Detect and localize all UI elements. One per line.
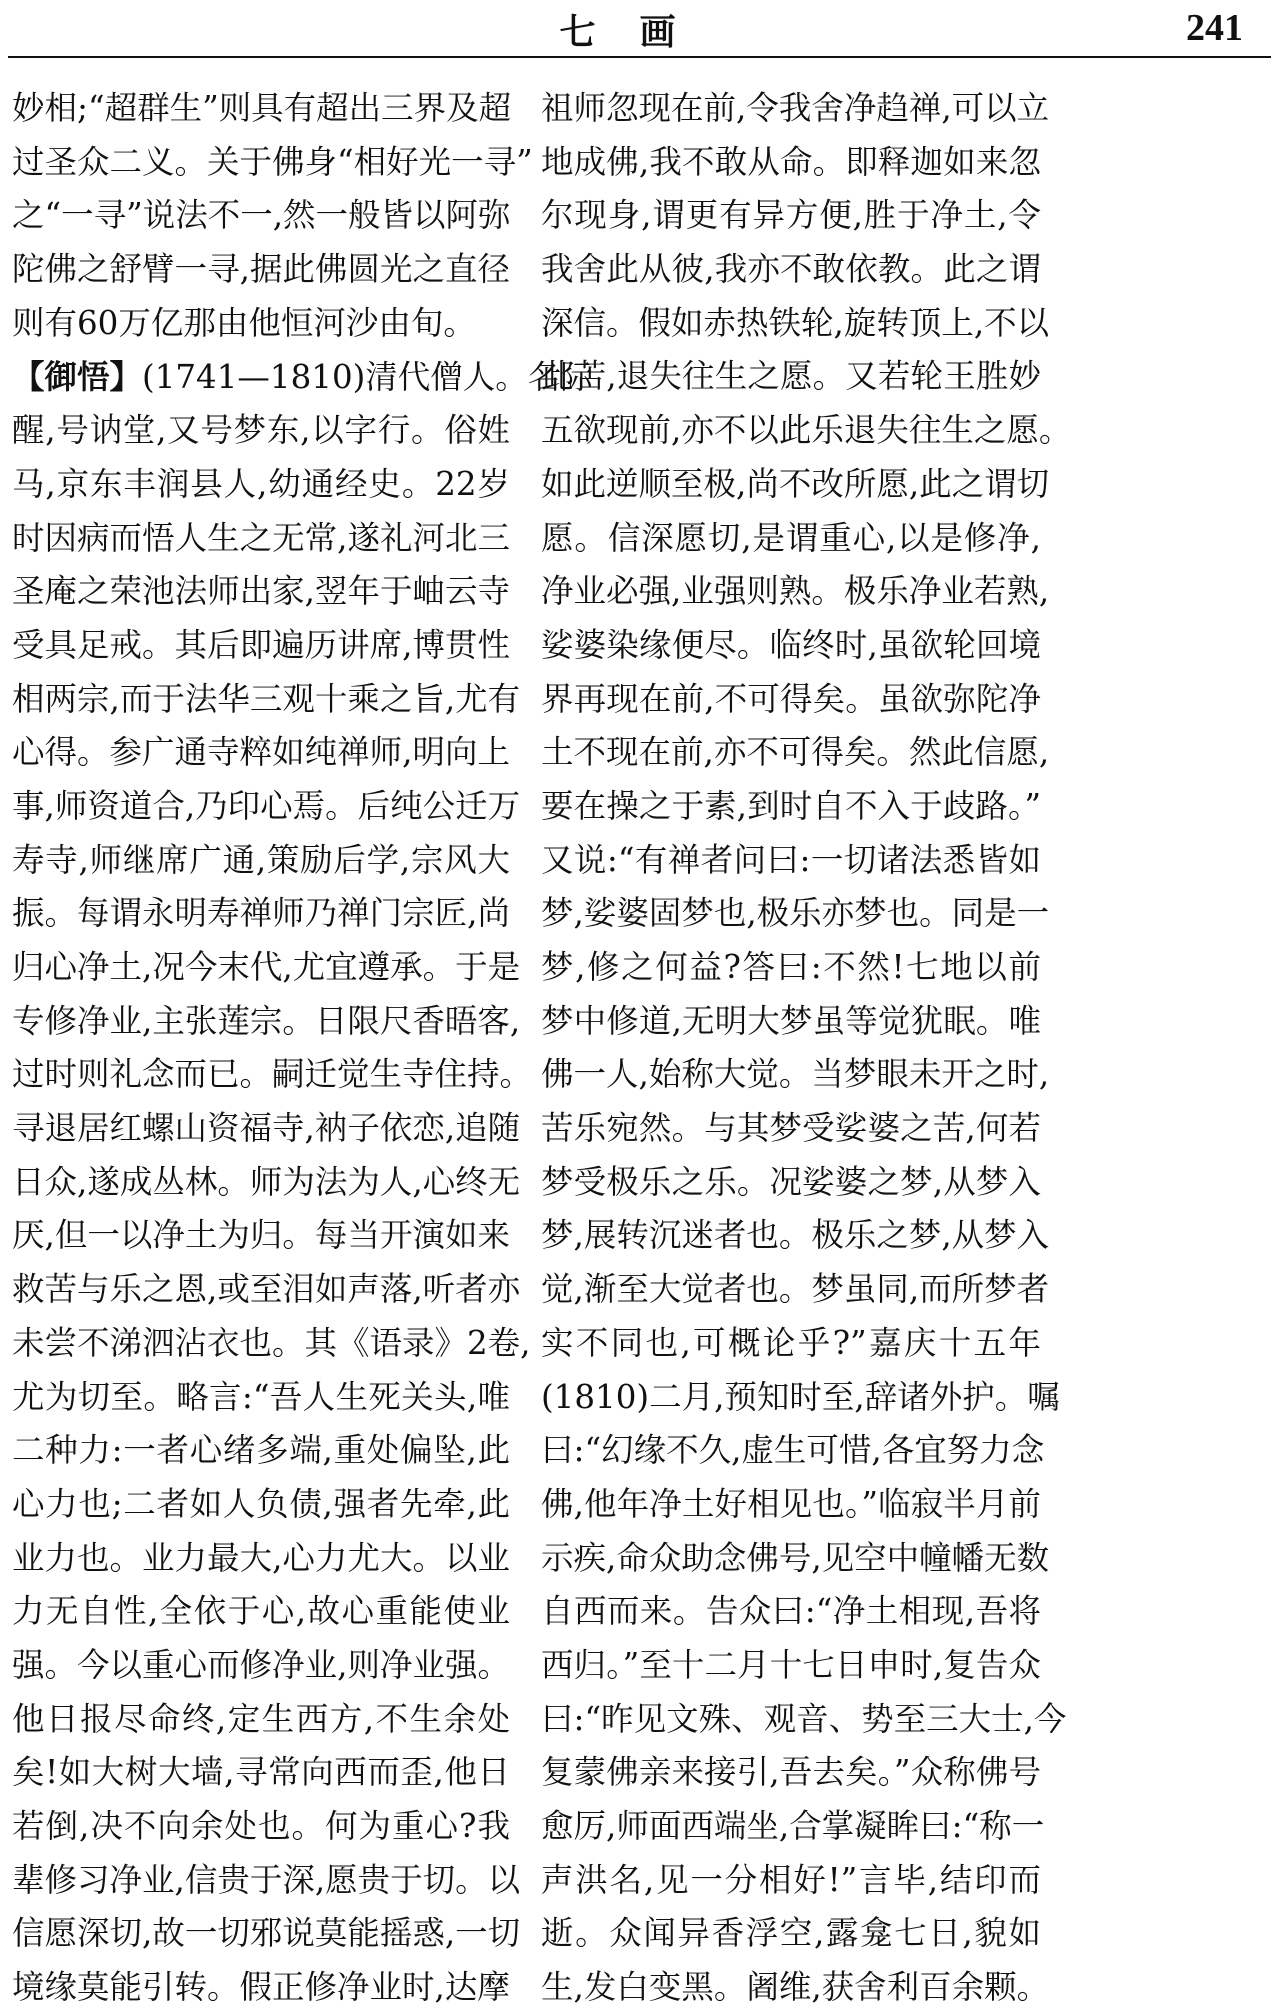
text-line: 深信。假如赤热铁轮,旋转顶上,不以 xyxy=(541,303,1050,342)
text-line: 净业必强,业强则熟。极乐净业若熟, xyxy=(541,572,1050,611)
text-line: 梦中修道,无明大梦虽等觉犹眠。唯 xyxy=(541,1001,1041,1040)
text-line: 梦,娑婆固梦也,极乐亦梦也。同是一 xyxy=(541,894,1050,933)
text-line: 专修净业,主张莲宗。日限尺香晤客, xyxy=(12,1001,521,1040)
text-line: 振。每谓永明寿禅师乃禅门宗匠,尚 xyxy=(12,894,510,933)
text-line: 土不现在前,亦不可得矣。然此信愿, xyxy=(541,733,1050,772)
text-line: 心力也;二者如人负债,强者先牵,此 xyxy=(12,1484,510,1523)
text-line: 过时则礼念而已。嗣迁觉生寺住持。 xyxy=(12,1055,533,1094)
text-line: 曰:“昨见文殊、观音、势至三大士,今 xyxy=(541,1699,1067,1738)
text-line: 五欲现前,亦不以此乐退失往生之愿。 xyxy=(541,411,1072,450)
header-rule xyxy=(8,56,1271,58)
text-line: 马,京东丰润县人,幼通经史。22岁 xyxy=(12,464,510,503)
text-line: 若倒,决不向余处也。何为重心?我 xyxy=(12,1807,510,1845)
text-line: 辈修习净业,信贵于深,愿贵于切。以 xyxy=(12,1860,521,1899)
text-line: 醒,号讷堂,又号梦东,以字行。俗姓 xyxy=(12,411,510,450)
text-line: 祖师忽现在前,令我舍净趋禅,可以立 xyxy=(541,89,1050,127)
text-line: 界再现在前,不可得矣。虽欲弥陀净 xyxy=(541,679,1041,718)
text-line: 【御悟】(1741—1810)清代僧人。名际 xyxy=(12,357,593,397)
text-line: 觉,渐至大觉者也。梦虽同,而所梦者 xyxy=(541,1270,1050,1309)
text-line: 寻退居红螺山资福寺,衲子依恋,追随 xyxy=(12,1109,521,1148)
text-line: 境缘莫能引转。假正修净业时,达摩 xyxy=(12,1968,510,2007)
text-line: 矣!如大树大墙,寻常向西而歪,他日 xyxy=(12,1753,510,1792)
text-line: 二种力:一者心绪多端,重处偏坠,此 xyxy=(12,1431,510,1470)
page-header xyxy=(0,0,1279,62)
text-line: 妙相;“超群生”则具有超出三界及超 xyxy=(12,89,512,127)
text-line: 过圣众二义。关于佛身“相好光一寻” xyxy=(12,142,533,181)
text-line: 娑婆染缘便尽。临终时,虽欲轮回境 xyxy=(541,625,1041,664)
text-line: 寿寺,师继席广通,策励后学,宗风大 xyxy=(12,840,510,879)
entry-headword: 【御悟】 xyxy=(12,357,143,397)
text-line: 圣庵之荣池法师出家,翌年于岫云寺 xyxy=(12,572,510,611)
text-line: 尔现身,谓更有异方便,胜于净土,令 xyxy=(541,196,1041,235)
text-line: 强。今以重心而修净业,则净业强。 xyxy=(12,1645,510,1684)
text-line: 佛,他年净土好相见也。”临寂半月前 xyxy=(541,1484,1041,1523)
text-line: 则有60万亿那由他恒河沙由旬。 xyxy=(12,303,476,342)
text-line: 他日报尽命终,定生西方,不生余处 xyxy=(12,1699,510,1738)
text-line: 曰:“幻缘不久,虚生可惜,各宜努力念 xyxy=(541,1431,1045,1470)
right-column xyxy=(541,82,1072,2015)
text-line: 力无自性,全依于心,故心重能使业 xyxy=(12,1592,510,1631)
text-line: 厌,但一以净土为归。每当开演如来 xyxy=(12,1216,510,1255)
text-line: 愈厉,师面西端坐,合掌凝眸曰:“称一 xyxy=(541,1807,1045,1845)
page-number: 241 xyxy=(1186,7,1243,49)
text-line: 相两宗,而于法华三观十乘之旨,尤有 xyxy=(12,679,521,718)
text-line: 陀佛之舒臂一寻,据此佛圆光之直径 xyxy=(12,250,510,289)
text-line: 未尝不涕泗沾衣也。其《语录》2卷, xyxy=(12,1323,531,1362)
text-line: 时因病而悟人生之无常,遂礼河北三 xyxy=(12,518,510,557)
text-line: 梦受极乐之乐。况娑婆之梦,从梦入 xyxy=(541,1162,1041,1201)
text-line: 实不同也,可概论乎?”嘉庆十五年 xyxy=(541,1323,1041,1362)
text-line: 归心净土,况今末代,尤宜遵承。于是 xyxy=(12,948,521,986)
text-line: 受具足戒。其后即遍历讲席,博贯性 xyxy=(12,625,510,664)
text-line: 日众,遂成丛林。师为法为人,心终无 xyxy=(12,1162,521,1201)
text-line: 此苦,退失往生之愿。又若轮王胜妙 xyxy=(541,357,1041,396)
text-line: 自西而来。告众曰:“净土相现,吾将 xyxy=(541,1592,1041,1631)
text-line: 如此逆顺至极,尚不改所愿,此之谓切 xyxy=(541,464,1050,503)
section-title: 七画 xyxy=(559,11,720,53)
text-line: 苦乐宛然。与其梦受娑婆之苦,何若 xyxy=(541,1109,1041,1148)
text-line: 要在操之于素,到时自不入于歧路。” xyxy=(541,786,1041,825)
text-line: 示疾,命众助念佛号,见空中幢幡无数 xyxy=(541,1538,1050,1577)
text-line: 又说:“有禅者问曰:一切诸法悉皆如 xyxy=(541,840,1041,879)
text-line: 生,发白变黑。阇维,获舍利百余颗。 xyxy=(541,1968,1050,2007)
text-line: 地成佛,我不敢从命。即释迦如来忽 xyxy=(541,142,1041,181)
text-line: (1810)二月,预知时至,辞诸外护。嘱 xyxy=(541,1377,1060,1416)
text-line: 逝。众闻异香浮空,露龛七日,貌如 xyxy=(541,1914,1041,1953)
text-line: 西归。”至十二月十七日申时,复告众 xyxy=(541,1645,1041,1684)
text-line: 心得。参广通寺粹如纯禅师,明向上 xyxy=(12,733,510,772)
text-line: 梦,展转沉迷者也。极乐之梦,从梦入 xyxy=(541,1216,1050,1255)
text-line: 业力也。业力最大,心力尤大。以业 xyxy=(12,1538,510,1577)
left-column xyxy=(12,82,593,2015)
text-line: 之“一寻”说法不一,然一般皆以阿弥 xyxy=(12,196,511,235)
text-line: 复蒙佛亲来接引,吾去矣。”众称佛号 xyxy=(541,1753,1041,1792)
text-line: 尤为切至。略言:“吾人生死关头,唯 xyxy=(12,1377,510,1416)
text-line: 信愿深切,故一切邪说莫能摇惑,一切 xyxy=(12,1914,521,1953)
text-line: 梦,修之何益?答曰:不然!七地以前 xyxy=(541,948,1041,986)
text-line: 愿。信深愿切,是谓重心,以是修净, xyxy=(541,518,1041,557)
text-line: 救苦与乐之恩,或至泪如声落,听者亦 xyxy=(12,1270,521,1309)
text-line: 事,师资道合,乃印心焉。后纯公迁万 xyxy=(12,786,521,825)
text-line: 佛一人,始称大觉。当梦眼未开之时, xyxy=(541,1055,1050,1094)
text-line: 我舍此从彼,我亦不敢依教。此之谓 xyxy=(541,250,1041,289)
text-line: 声洪名,见一分相好!”言毕,结印而 xyxy=(541,1860,1041,1899)
